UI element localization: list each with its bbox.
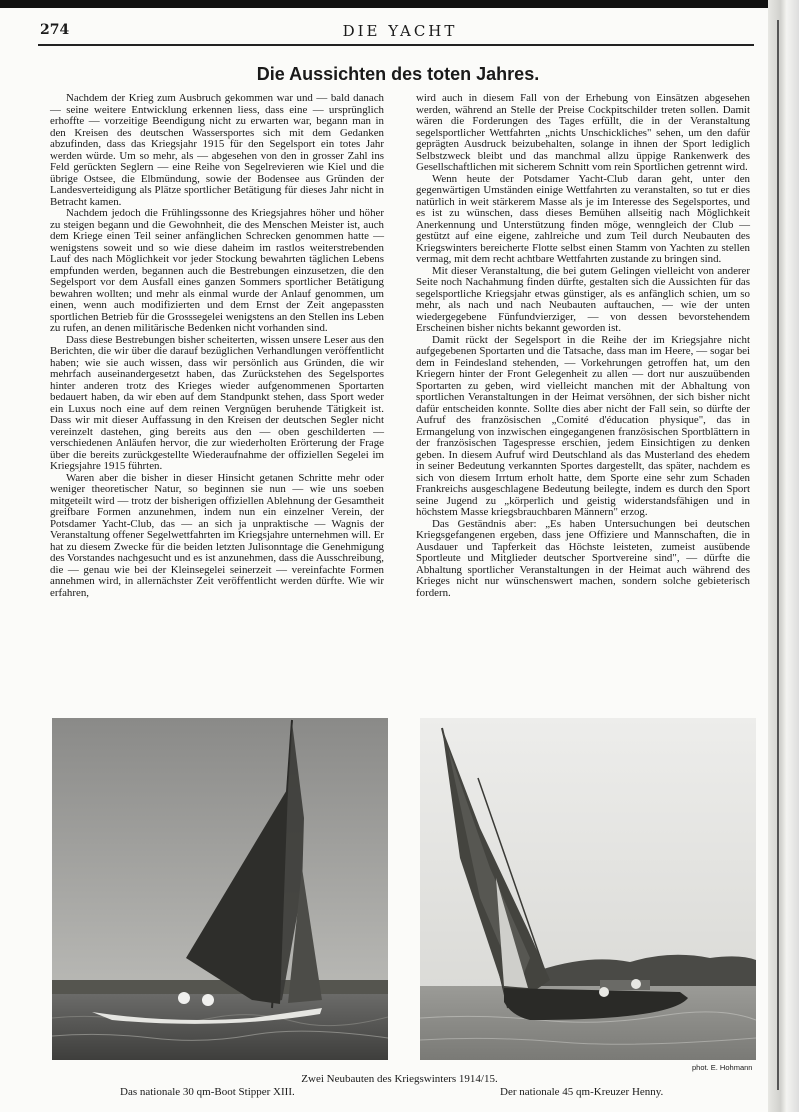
- sailboat-illustration: [420, 718, 756, 1060]
- photo-caption-left: Das nationale 30 qm-Boot Stipper XIII.: [120, 1086, 295, 1098]
- paragraph: Waren aber die bisher in dieser Hinsicht getanen Schritte mehr oder weniger theoretischer Natur, so beginnen sie nun — wie uns soeben mitgeteilt wird — trotz der bisherigen offiziellen Ablehnung der Gesamtheit greifbare Formen anzunehmen, indem nun ein einzelner Verein, der Potsdamer Yacht-Club, das — an sich ja unpraktische — Wagnis der Veranstaltung offener Segelwettfahrten im Kriegsjahre unternehmen will. Er hat zu diesem Zwecke für die beiden letzten Julisonntage die Genehmigung des Vorstandes nachgesucht und es ist anzunehmen, dass die Ausschreibung, die — genau wie bei der Kleinsegelei seinerzeit — vereinfachte Formen annehmen wird, in allernächster Zeit veröffentlicht werden dürfte. Wie wir erfahren,: [50, 471, 384, 599]
- paragraph: wird auch in diesem Fall von der Erhebung von Einsätzen abgesehen werden, während an Stelle der Preise Cockpitschilder treten sollen. Damit wären die Forderungen des Tages erfüllt, die in der Veranstaltung segelsportlicher Wettfahrten „nichts Unschickliches" sehen, um den dafür geprägten Ausdruck beizubehalten, solange in ihnen der Sport lediglich Selbstzweck bleibt und das manchmal allzu üppige Rankenwerk des Gesellschaftlichen mit sicherem Schnitt vom rein Sportlichen getrennt wird.: [416, 92, 750, 173]
- paragraph: Mit dieser Veranstaltung, die bei gutem Gelingen vielleicht von anderer Seite noch Nachahmung finden dürfte, gestalten sich die Aussichten für das segelsportliche Kriegsjahr etwas günstiger, als es anfänglich schien, um so mehr, als nach und nach Neubauten auftauchen, — wie der unten wiedergegebene Fünfundvierziger, — von dessen bevorstehendem Erscheinen bisher nichts bekannt geworden ist.: [416, 264, 750, 334]
- page-number: 274: [40, 22, 70, 38]
- paragraph: Nachdem der Krieg zum Ausbruch gekommen war und — bald danach — seine weitere Entwicklung erkennen liess, dass eine — ursprünglich erhoffte — vorzeitige Beendigung nicht zu erwarten war, begann man in den Kreisen des deutschen Wassersportes sich mit dem Gedanken abzufinden, dass das Kriegsjahr 1915 für den Segelsport ein totes Jahr werden würde. Um so mehr, als — abgesehen von den in grosser Zahl ins Feld gerückten Seglern — eine Reihe von Segelrevieren wie Kiel und die übrige Ostsee, die Elbmündung, sowie der Bodensee aus Gründen der Landesverteidigung als Plätze sportlicher Betätigung für dieses Jahr nicht in Betracht kamen.: [50, 92, 384, 208]
- photo-caption-main: Zwei Neubauten des Kriegswinters 1914/15.: [301, 1073, 498, 1085]
- paragraph: Dass diese Bestrebungen bisher scheiterten, wissen unsere Leser aus den Berichten, die wir über die darauf bezüglichen Verhandlungen veröffentlicht haben; wie sie auch wissen, dass wir persönlich aus Gründen, die wir mehrfach auseinandergesetzt haben, das Zurückstehen des Segelsportes hinter anderen trotz des Krieges wieder aufgenommenen Sportarten bedauert haben, da wir eben auf dem Standpunkt stehen, dass Sport weder ein Luxus noch eine auf dem reinen Vergnügen beruhende Tätigkeit ist. Dass wir mit dieser Auffassung in den Kreisen der deutschen Segler nicht vereinzelt dastehen, ging bereits aus den — oben geschilderten — verschiedenen Anläufen hervor, die zur wiederholten Erörterung der Frage über die bereits zurückgestellte Wiederaufnahme der offiziellen Segelei im Kriegsjahre 1915 führten.: [50, 333, 384, 472]
- paragraph: Damit rückt der Segelsport in die Reihe der im Kriegsjahre nicht aufgegebenen Sportarten und die Tatsache, dass man im Heere, — sogar bei dem in Feindesland stehenden, — Vorkehrungen getroffen hat, um den Kriegern hinter der Front Gelegenheit zu allen — dort nur auszuübenden Sportarten zu geben, wird vielleicht manchen mit der Abhaltung von sportlichen Veranstaltungen in der Heimat versöhnen, der sich bisher nicht dafür entscheiden konnte. Sollte dies aber nicht der Fall sein, so dürfte der Aufruf des französischen „Comité d'éducation physique", das in Ermangelung von inzwischen eingegangenen französischen Sportblättern in der französischen Tagespresse erschien, jedem Einsichtigen zu denken geben. In diesem Aufruf wird Deutschland als das Musterland des ehedem in seiner Bedeutung verkannten Sportes dargestellt, das später, nachdem es sich von diesem Irrtum erholt hatte, dem Sporte eine sehr zum Schaden Frankreichs ausgeschlagene Bedeutung beilegte, indem es durch den Sport seine Jugend zu „körperlich und geistig widerstandsfähigen und in höchstem Masse kriegsbrauchbaren Männern" erzog.: [416, 333, 750, 518]
- paragraph: Nachdem jedoch die Frühlingssonne des Kriegsjahres höher und höher zu steigen begann und die Gewohnheit, die des Menschen Meister ist, auch dem Kriege einen Teil seiner anfänglichen Schrecken genommen hatte — wenigstens soweit und so wie diese daheim im rastlos weiterstrebenden Lauf des nach Möglichkeit vor jeder Stockung bewahrten täglichen Lebens empfunden werden, begannen auch die Bestrebungen einzusetzen, die den Segelsport vor dem Ausfall eines ganzen Sommers sportlicher Betätigung bewahren wollten; und mehr als einmal wurde der Anlauf genommen, um einen, wenn auch modifizierten und dem Ernst der Zeit angepassten sportlichen Betrieb für die Grosssegelei wenigstens an den Stellen ins Leben zu rufen, an denen militärische Bedenken nicht vorhanden sind.: [50, 207, 384, 334]
- sailboat-illustration: [52, 718, 388, 1060]
- page-top-border: [0, 0, 799, 8]
- paragraph: Das Geständnis aber: „Es haben Untersuchungen bei deutschen Kriegsgefangenen ergeben, dass jene Offiziere und Mannschaften, die in Ausdauer und Tapferkeit das Höchste leisteten, zumeist ausübende Sportleute und Mitglieder deutscher Sportvereine sind", — dürfte die Abhaltung sportlicher Veranstaltungen in der Heimat auch während des Krieges nicht nur wünschenswert machen, sondern solche gebieterisch fordern.: [416, 517, 750, 599]
- article-title: Die Aussichten des toten Jahres.: [256, 64, 540, 84]
- photo-sailboat-henny: [420, 718, 756, 1060]
- photo-caption-right: Der nationale 45 qm-Kreuzer Henny.: [500, 1086, 664, 1098]
- photo-sailboat-stipper: [52, 718, 388, 1060]
- book-spine: [768, 0, 799, 1112]
- running-title: DIE YACHT: [342, 22, 458, 40]
- spine-edge-line: [777, 20, 779, 1090]
- article-column-left: [50, 93, 384, 599]
- photo-credit: phot. E. Hohmann: [692, 1063, 753, 1072]
- paragraph: Wenn heute der Potsdamer Yacht-Club daran geht, unter den gegenwärtigen Umständen einige Wettfahrten zu veranstalten, so tut er dies natürlich in weit stärkerem Masse als je im Interesse des Segelsportes, und es ist zu wünschen, dass dieses Bemühen allseitig nach Möglichkeit Anerkennung und Unterstützung finden möge, wenngleich der Club — gestützt auf eine eigene, zahlreiche und zum Teil durch Neubauten des Kriegswinters bereicherte Flotte selbst einen Stamm von Yachten zu stellen vermag, mit dem recht achtbare Wettfahrten zustande zu bringen sind.: [416, 172, 750, 265]
- article-column-right: [416, 93, 750, 599]
- header-rule: [38, 44, 754, 46]
